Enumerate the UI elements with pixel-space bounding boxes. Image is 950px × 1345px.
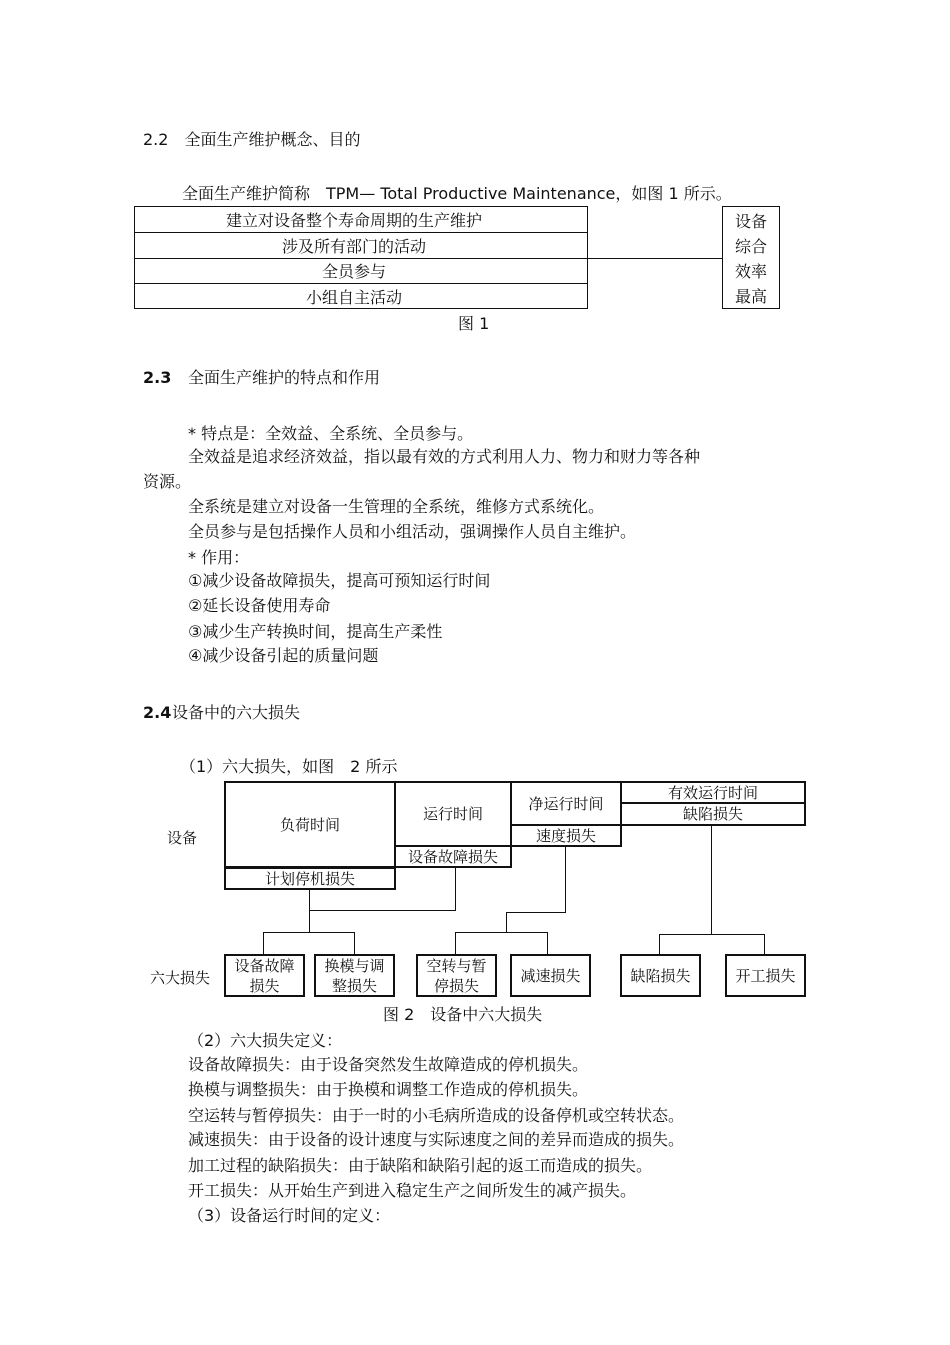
figure1-result-2: 综合 [734,237,767,256]
section-2-3-title: 全面生产维护的特点和作用 [188,368,381,387]
role-item: ①减少设备故障损失，提高可预知运行时间 [188,571,491,590]
figure1-row-3: 全员参与 [321,262,386,281]
role-item: ③减少生产转换时间，提高生产柔性 [188,622,443,641]
figure1-caption: 图 1 [458,314,490,333]
loss-box-idling [416,954,497,997]
six-losses-sub2: （2）六大损失定义： [188,1031,343,1050]
features-p1-line2: 资源。 [143,472,192,491]
loss-box-breakdown [224,954,305,997]
definition-item: 减速损失：由于设备的设计速度与实际速度之间的差异而造成的损失。 [188,1130,685,1149]
loss-line: 空转与暂 [426,956,487,975]
figure1-result-3: 效率 [734,262,767,281]
definition-item: 加工过程的缺陷损失：由于缺陷和缺陷引起的返工而造成的损失。 [188,1156,653,1175]
loss-line: 整损失 [331,976,377,995]
features-p3: 全员参与是包括操作人员和小组活动，强调操作人员自主维护。 [188,522,637,541]
loss-line: 停损失 [433,976,479,995]
definition-item: 换模与调整损失：由于换模和调整工作造成的停机损失。 [188,1080,589,1099]
figure1-result-1: 设备 [734,212,767,231]
section-2-2-heading: 2.2 全面生产维护概念、目的 [143,130,361,149]
speed-loss-box: 速度损失 [510,825,622,847]
loss-line: 设备故障 [234,956,295,975]
six-losses-label: 六大损失 [150,969,211,987]
features-p2: 全系统是建立对设备一生管理的全系统，维修方式系统化。 [188,497,605,516]
load-time-box: 负荷时间 [224,781,396,868]
loss-box-startup: 开工损失 [725,954,806,997]
section-2-4-title: 设备中的六大损失 [172,703,301,722]
features-p1-line1: 全效益是追求经济效益，指以最有效的方式利用人力、物力和财力等各种 [188,447,701,466]
figure2-caption: 图 2 设备中六大损失 [383,1005,543,1024]
six-losses-sub1: （1）六大损失，如图 2 所示 [180,757,398,776]
definition-item: 空运转与暂停损失：由于一时的小毛病所造成的设备停机或空转状态。 [188,1106,685,1125]
figure1-row-1: 建立对设备整个寿命周期的生产维护 [225,210,482,230]
features-title: * 特点是：全效益、全系统、全员参与。 [188,424,474,443]
figure1-connector [588,258,722,259]
breakdown-loss-box: 设备故障损失 [394,846,512,868]
figure1-result-4: 最高 [734,287,767,306]
loss-box-changeover [314,954,395,997]
role-item: ②延长设备使用寿命 [188,596,331,615]
plan-stop-loss-box: 计划停机损失 [224,867,396,890]
defect-loss-box: 缺陷损失 [620,803,806,826]
loss-line: 损失 [249,976,280,995]
section-2-3-number: 2.3 [143,368,172,387]
loss-box-defect: 缺陷损失 [620,954,701,997]
run-time-box: 运行时间 [394,781,512,847]
section-2-4-number: 2.4 [143,703,172,722]
six-losses-sub3: （3）设备运行时间的定义： [188,1206,391,1225]
net-run-time-box: 净运行时间 [510,781,622,826]
role-item: ④减少设备引起的质量问题 [188,646,379,665]
roles-title: * 作用： [188,548,250,567]
loss-box-speed: 减速损失 [510,954,591,997]
figure1-row-4: 小组自主活动 [305,287,402,307]
loss-line: 换模与调 [324,956,385,975]
tpm-intro: 全面生产维护简称 TPM— Total Productive Maintenance，如图 1 所示。 [182,184,732,203]
definition-item: 开工损失：从开始生产到进入稳定生产之间所发生的减产损失。 [188,1181,637,1200]
definition-item: 设备故障损失：由于设备突然发生故障造成的停机损失。 [188,1055,589,1074]
figure1-row-2: 涉及所有部门的活动 [281,236,426,256]
figure2-equipment-label: 设备 [167,829,198,847]
effective-run-time-box: 有效运行时间 [620,781,806,804]
